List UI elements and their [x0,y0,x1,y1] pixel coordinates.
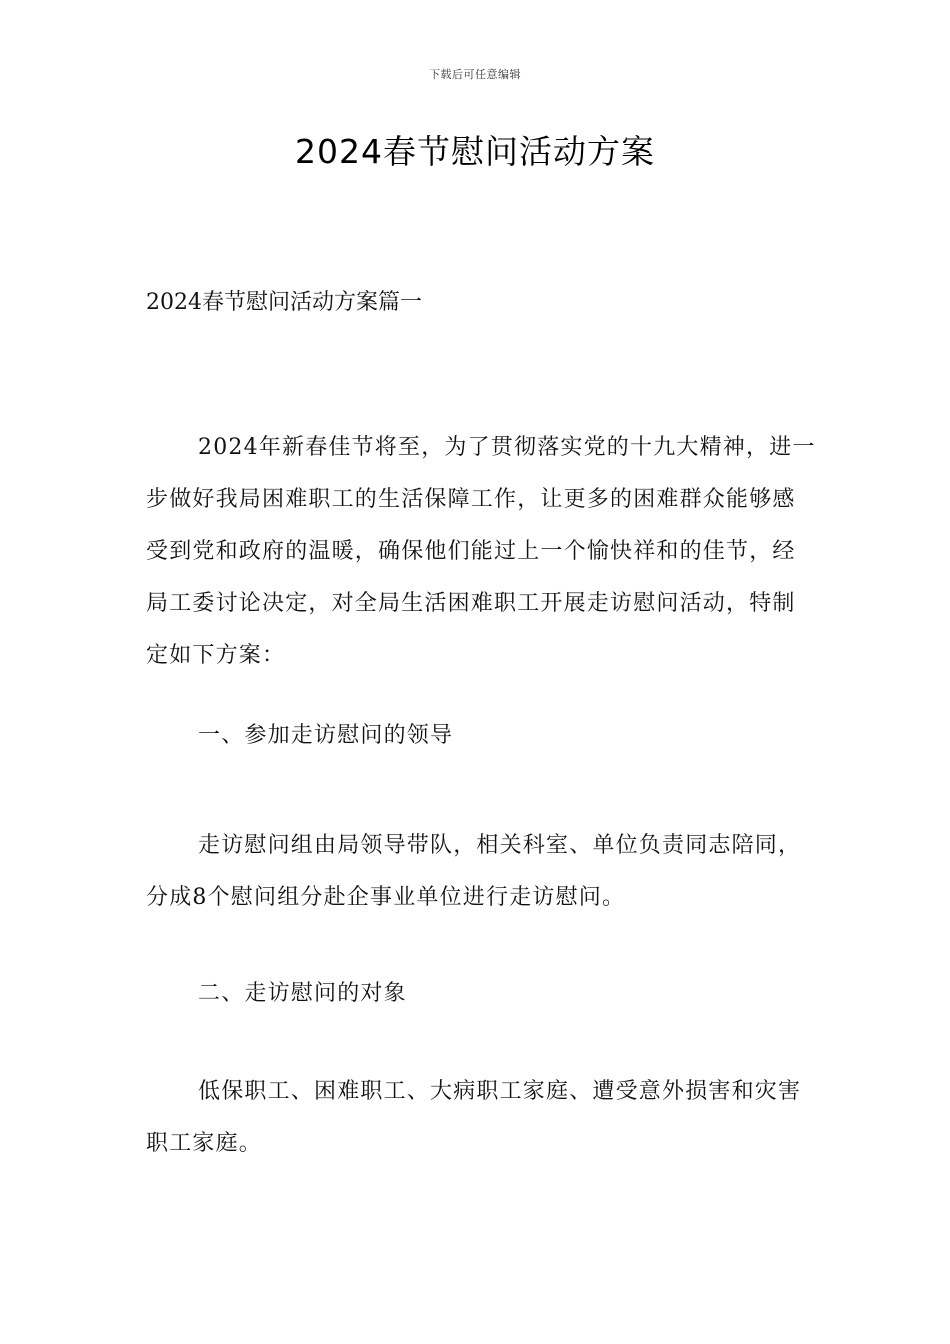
document-title: 2024春节慰问活动方案 [295,132,655,171]
intro-paragraph: 2024年新春佳节将至，为了贯彻落实党的十九大精神，进一步做好我局困难职工的生活保障工作，让更多的困难群众能够感受到党和政府的温暖，确保他们能过上一个愉快祥和的佳节，经局工委讨论决定，对全局生活困难职工开展走访慰问活动，特制定如下方案： [146,435,816,668]
section-heading: 2024春节慰问活动方案篇一 [146,290,422,315]
header-note: 下载后可任意编辑 [429,68,521,81]
paragraph-one: 走访慰问组由局领导带队，相关科室、单位负责同志陪同，分成8个慰问组分赴企事业单位进行走访慰问。 [146,833,802,910]
heading-two: 二、走访慰问的对象 [198,981,407,1006]
heading-one: 一、参加走访慰问的领导 [198,723,454,748]
paragraph-two: 低保职工、困难职工、大病职工家庭、遭受意外损害和灾害职工家庭。 [146,1079,802,1156]
